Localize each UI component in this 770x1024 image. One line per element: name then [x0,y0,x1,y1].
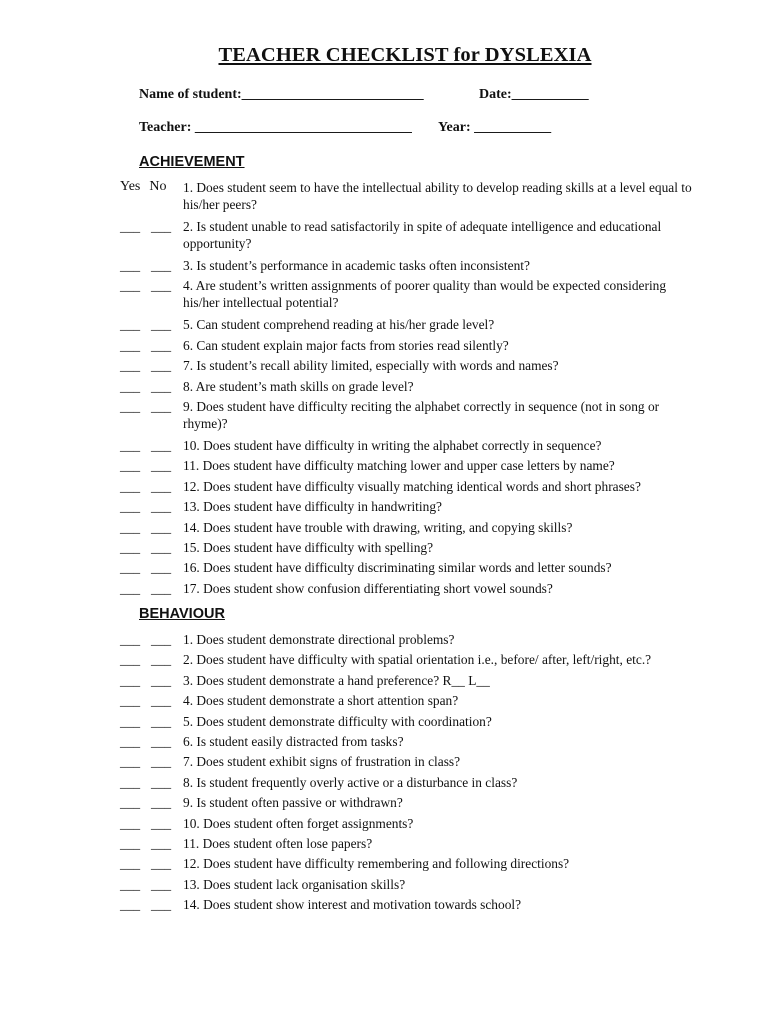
behaviour-item [0,774,770,794]
no-blank[interactable]: ___ [151,754,172,770]
yes-blank[interactable]: ___ [120,317,141,333]
question-text: 7. Does student exhibit signs of frustration in class? [183,754,461,770]
question-text: 3. Does student demonstrate a hand preference? R__ L__ [183,672,490,688]
no-blank[interactable]: ___ [151,478,172,494]
yes-blank[interactable]: ___ [120,398,141,414]
yes-blank[interactable]: ___ [120,672,141,688]
question-text: 11. Does student have difficulty matching lower and upper case letters by name? [183,458,615,474]
no-blank[interactable]: ___ [151,560,172,576]
teacher-field[interactable]: Teacher: _______________________________ [139,120,412,135]
yes-blank[interactable]: ___ [120,258,141,273]
behaviour-item [0,651,770,671]
no-column-label: No [149,179,167,194]
no-blank[interactable]: ___ [151,539,172,555]
achievement-item [0,398,770,437]
behaviour-item [0,672,770,692]
achievement-item [0,519,770,539]
behaviour-item [0,631,770,651]
question-text: 4. Are student’s written assignments of poorer quality than would be expected considering his/her intellectual potential? [183,278,667,311]
achievement-item [0,559,770,579]
no-blank[interactable]: ___ [151,876,172,892]
achievement-item [0,539,770,559]
yes-blank[interactable]: ___ [120,693,141,709]
no-blank[interactable]: ___ [151,897,172,913]
no-blank[interactable]: ___ [151,733,172,749]
no-blank[interactable]: ___ [151,693,172,709]
behaviour-item [0,835,770,855]
no-blank[interactable]: ___ [151,317,172,333]
yes-blank[interactable]: ___ [120,219,141,234]
yes-blank[interactable]: ___ [120,458,141,474]
question-text: 9. Does student have difficulty reciting the alphabet correctly in sequence (not in song or rhyme)? [183,398,660,431]
yes-blank[interactable]: ___ [120,478,141,494]
no-blank[interactable]: ___ [151,774,172,790]
question-text: 13. Does student lack organisation skills? [183,876,406,892]
question-text: 1. Does student seem to have the intellectual ability to develop reading skills at a level equal to his/her peers? [183,180,692,212]
question-text: 8. Are student’s math skills on grade level? [183,378,414,394]
yes-column-label: Yes [120,179,141,194]
yes-blank[interactable]: ___ [120,519,141,535]
achievement-item [0,357,770,377]
question-text: 5. Does student demonstrate difficulty with coordination? [183,713,492,729]
behaviour-item [0,713,770,733]
yes-blank[interactable]: ___ [120,815,141,831]
no-blank[interactable]: ___ [151,278,172,294]
behaviour-item [0,896,770,916]
yes-blank[interactable]: ___ [120,378,141,394]
no-blank[interactable]: ___ [151,652,172,668]
achievement-item [0,457,770,477]
achievement-item [0,257,770,277]
question-text: 14. Does student have trouble with drawing, writing, and copying skills? [183,519,573,535]
behaviour-item [0,815,770,835]
question-text: 12. Does student have difficulty visually matching identical words and short phrases? [183,478,641,494]
question-text: 2. Does student have difficulty with spatial orientation i.e., before/ after, left/right, etc.? [183,652,652,668]
achievement-heading: ACHIEVEMENT [139,154,245,170]
no-blank[interactable]: ___ [151,835,172,851]
question-text: 6. Is student easily distracted from tasks? [183,733,404,749]
question-text: 1. Does student demonstrate directional problems? [183,632,455,647]
yes-blank[interactable]: ___ [120,774,141,790]
yes-blank[interactable]: ___ [120,652,141,668]
question-text: 7. Is student’s recall ability limited, especially with words and names? [183,358,559,374]
behaviour-item [0,692,770,712]
behaviour-heading: BEHAVIOUR [139,606,225,622]
yes-blank[interactable]: ___ [120,733,141,749]
no-blank[interactable]: ___ [151,437,172,453]
no-blank[interactable]: ___ [151,458,172,474]
date-field[interactable]: Date:___________ [479,87,589,102]
question-text: 14. Does student show interest and motivation towards school? [183,897,522,913]
behaviour-item [0,753,770,773]
yes-blank[interactable]: ___ [120,835,141,851]
achievement-item [0,316,770,336]
behaviour-item [0,733,770,753]
yes-blank[interactable]: ___ [120,580,141,596]
no-blank[interactable]: ___ [151,378,172,394]
yes-blank[interactable]: ___ [120,897,141,913]
question-text: 13. Does student have difficulty in handwriting? [183,499,442,515]
yes-blank[interactable]: ___ [120,358,141,374]
achievement-item [0,337,770,357]
behaviour-item [0,855,770,875]
student-name-field[interactable]: Name of student:__________________________ [139,87,424,102]
achievement-item [0,218,770,257]
yes-blank[interactable]: ___ [120,539,141,555]
question-text: 15. Does student have difficulty with spelling? [183,539,434,555]
yes-blank[interactable]: ___ [120,713,141,729]
achievement-list [0,179,770,600]
no-blank[interactable]: ___ [151,337,172,353]
achievement-item [0,179,770,218]
question-text: 5. Can student comprehend reading at his/her grade level? [183,317,495,333]
no-blank[interactable]: ___ [151,358,172,374]
question-text: 17. Does student show confusion differentiating short vowel sounds? [183,580,553,596]
achievement-item [0,580,770,600]
question-text: 3. Is student’s performance in academic tasks often inconsistent? [183,258,530,273]
no-blank[interactable]: ___ [151,219,172,234]
question-text: 2. Is student unable to read satisfactorily in spite of adequate intelligence and educational opportunity? [183,219,662,251]
yes-blank[interactable]: ___ [120,876,141,892]
achievement-item [0,378,770,398]
question-text: 10. Does student have difficulty in writing the alphabet correctly in sequence? [183,437,602,453]
yes-blank[interactable]: ___ [120,560,141,576]
no-blank[interactable]: ___ [151,672,172,688]
yes-blank[interactable]: ___ [120,632,141,647]
question-text: 4. Does student demonstrate a short attention span? [183,693,459,709]
yes-blank[interactable]: ___ [120,795,141,811]
no-blank[interactable]: ___ [151,398,172,414]
achievement-item [0,498,770,518]
question-text: 11. Does student often lose papers? [183,835,373,851]
no-blank[interactable]: ___ [151,795,172,811]
achievement-item [0,277,770,316]
question-text: 8. Is student frequently overly active or a disturbance in class? [183,774,518,790]
page-title: TEACHER CHECKLIST for DYSLEXIA [218,44,592,66]
no-blank[interactable]: ___ [151,580,172,596]
year-field[interactable]: Year: ___________ [438,120,552,135]
no-blank[interactable]: ___ [151,499,172,515]
yes-blank[interactable]: ___ [120,499,141,515]
behaviour-item [0,876,770,896]
no-blank[interactable]: ___ [151,815,172,831]
yes-blank[interactable]: ___ [120,856,141,872]
question-text: 16. Does student have difficulty discriminating similar words and letter sounds? [183,560,612,576]
yes-blank[interactable]: ___ [120,337,141,353]
no-blank[interactable]: ___ [151,519,172,535]
behaviour-item [0,794,770,814]
yes-blank[interactable]: ___ [120,754,141,770]
question-text: 6. Can student explain major facts from stories read silently? [183,337,509,353]
no-blank[interactable]: ___ [151,713,172,729]
achievement-item [0,437,770,457]
yes-blank[interactable]: ___ [120,437,141,453]
question-text: 12. Does student have difficulty remembering and following directions? [183,856,570,872]
no-blank[interactable]: ___ [151,632,172,647]
question-text: 9. Is student often passive or withdrawn? [183,795,403,811]
no-blank[interactable]: ___ [151,258,172,273]
behaviour-list [0,631,770,916]
achievement-item [0,478,770,498]
yes-blank[interactable]: ___ [120,278,141,294]
no-blank[interactable]: ___ [151,856,172,872]
question-text: 10. Does student often forget assignments? [183,815,414,831]
